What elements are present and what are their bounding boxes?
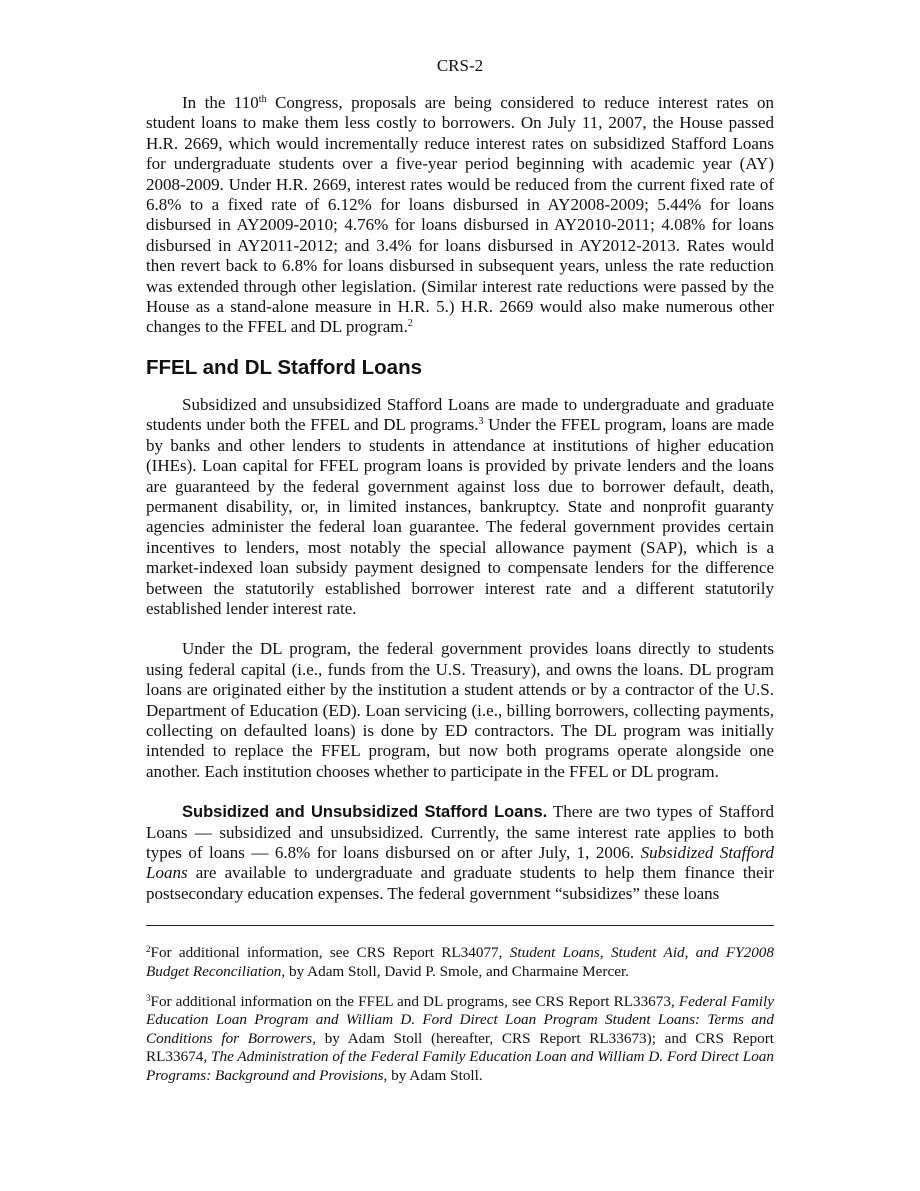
stafford-types-text: There are two types of Stafford Loans — subsidized and unsubsidized. Currently, the same interest rate applies to both types of loans — 6.8% for loans disbursed on or after July, 1, 2006. — [146, 802, 774, 862]
ffel-dl-paragraph — [146, 395, 774, 619]
footnote-text: For additional information, see CRS Report RL34077, — [150, 944, 510, 962]
ffel-dl-text-body: Under the FFEL program, loans are made by banks and other lenders to students in attendance at institutions of higher education (IHEs). Loan capital for FFEL program loans is provided by private lenders and the loans are guaranteed by the federal government against loss due to borrower default, death, permanent disability, or, in limited instances, bankruptcy. State and nonprofit guaranty agencies administer the federal loan guarantee. The federal government provides certain incentives to lenders, most notably the special allowance payment (SAP), which is a market-indexed loan subsidy payment designed to compensate lenders for the difference between the statutorily established borrower interest rate and a different statutorily established lender interest rate. — [146, 415, 774, 618]
footnote-report-title: Student Loans, Student Aid, and FY2008 Budget Reconciliation — [146, 944, 774, 980]
document-page — [146, 0, 774, 1085]
runin-heading: Subsidized and Unsubsidized Stafford Loans. — [182, 803, 548, 822]
stafford-types-paragraph — [146, 802, 774, 904]
footnote-report-title: Federal Family Education Loan Program and William D. Ford Direct Loan Program Student Loans: Terms and Conditions for Borrowers — [146, 993, 774, 1047]
emphasis-subsidized-stafford: Subsidized Stafford Loans — [146, 843, 774, 883]
intro-paragraph — [146, 93, 774, 338]
footnote-divider — [146, 925, 774, 926]
footnote-text: For additional information on the FFEL and DL programs, see CRS Report RL33673, — [150, 993, 679, 1011]
footnote-ref-2[interactable]: 2 — [407, 318, 413, 330]
footnote-2 — [146, 944, 774, 981]
footnote-text-mid: , by Adam Stoll (hereafter, CRS Report RL33673); and CRS Report RL33674, — [146, 1029, 774, 1066]
footnote-report-title-2: The Administration of the Federal Family Education Loan and William D. Ford Direct Loan Programs: Background and Provisions — [146, 1048, 774, 1084]
section-heading: FFEL and DL Stafford Loans — [146, 355, 422, 379]
intro-text-body: Congress, proposals are being considered to reduce interest rates on student loans to make them less costly to borrowers. On July 11, 2007, the House passed H.R. 2669, which would incrementally reduce interest rates on subsidized Stafford Loans for undergraduate students over a five-year period beginning with academic year (AY) 2008-2009. Under H.R. 2669, interest rates would be reduced from the current fixed rate of 6.8% to a fixed rate of 6.12% for loans disbursed in AY2008-2009; 5.44% for loans disbursed in AY2009-2010; 4.76% for loans disbursed in AY2010-2011; 4.08% for loans disbursed in AY2011-2012; and 3.4% for loans disbursed in AY2012-2013. Rates would then revert back to 6.8% for loans disbursed in subsequent years, unless the rate reduction was extended through other legislation. (Similar interest rate reductions were passed by the House as a stand-alone measure in H.R. 5.) H.R. 2669 would also make numerous other changes to the FFEL and DL program. — [146, 93, 774, 337]
ffel-dl-text-start: Subsidized and unsubsidized Stafford Loans are made to undergraduate and graduate students under both the FFEL and DL programs. — [146, 394, 774, 435]
page-number-header: CRS-2 — [436, 56, 484, 75]
footnote-3 — [146, 993, 774, 1085]
footnote-number: 2 — [146, 944, 151, 955]
ordinal-superscript: th — [258, 94, 267, 105]
footnote-number: 3 — [146, 993, 151, 1004]
footnote-text-end: , by Adam Stoll, David P. Smole, and Charmaine Mercer. — [281, 962, 629, 980]
intro-text-start: In the 110 — [182, 93, 259, 112]
footnote-text-end: , by Adam Stoll. — [383, 1066, 483, 1084]
stafford-types-text-end: are available to undergraduate and graduate students to help them finance their postsecondary education expenses. The federal government “subsidizes” these loans — [146, 863, 774, 903]
footnotes — [146, 944, 774, 1085]
footnote-ref-3[interactable]: 3 — [478, 416, 484, 428]
dl-program-paragraph: Under the DL program, the federal government provides loans directly to students using federal capital (i.e., funds from the U.S. Treasury), and owns the loans. DL program loans are originated either by the institution a student attends or by a contractor of the U.S. Department of Education (ED). Loan servicing (i.e., billing borrowers, collecting payments, collecting on defaulted loans) is done by ED contractors. The DL program was initially intended to replace the FFEL program, but now both programs operate alongside one another. Each institution chooses whether to participate in the FFEL or DL program. — [146, 639, 774, 781]
